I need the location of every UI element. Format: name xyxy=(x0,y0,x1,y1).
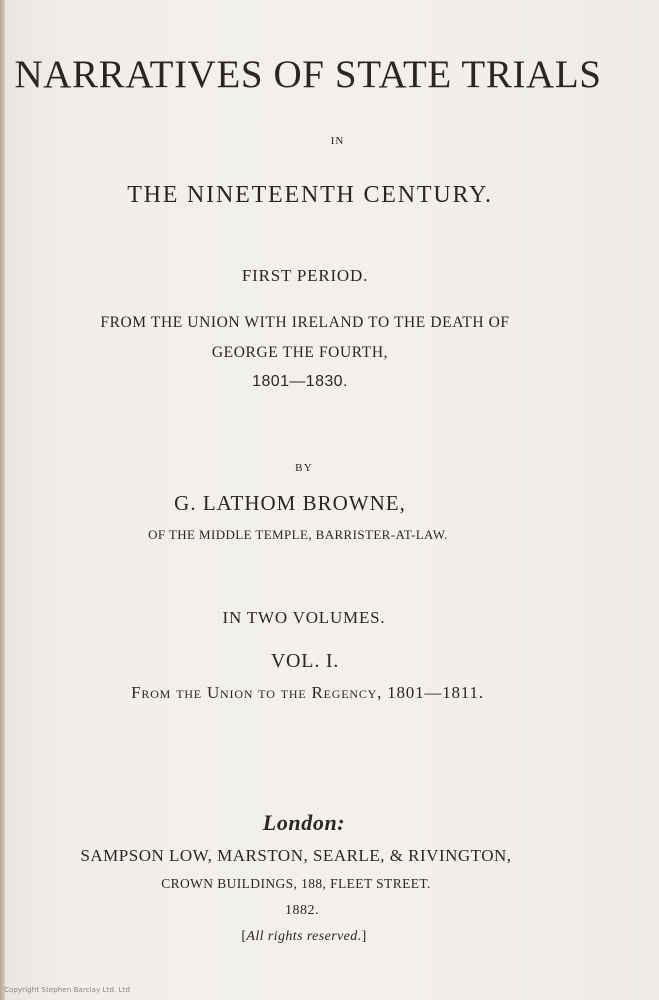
rights-close-bracket: ] xyxy=(361,929,367,944)
imprint-city: London: xyxy=(262,810,346,835)
book-subtitle: THE NINETEENTH CENTURY. xyxy=(127,182,493,208)
imprint-year: 1882. xyxy=(285,903,319,918)
author-affiliation: OF THE MIDDLE TEMPLE, BARRISTER-AT-LAW. xyxy=(148,527,448,542)
copyright-watermark: Copyright Stephen Barclay Ltd. Ltd xyxy=(4,986,131,994)
scope-line-1: FROM THE UNION WITH IRELAND TO THE DEATH OF xyxy=(100,314,510,331)
period-heading: FIRST PERIOD. xyxy=(241,266,369,285)
volume-number: VOL. I. xyxy=(270,650,340,672)
by-label: BY xyxy=(295,462,313,474)
title-conjunction: IN xyxy=(330,135,345,147)
author-name: G. LATHOM BROWNE, xyxy=(174,491,406,515)
volume-count: IN TWO VOLUMES. xyxy=(222,608,386,627)
years-range: 1801—1830. xyxy=(252,373,348,390)
scope-line-2: GEORGE THE FOURTH, xyxy=(211,344,389,361)
rights-open-bracket: [ xyxy=(241,929,247,944)
rights-notice xyxy=(0,929,608,945)
book-title: NARRATIVES OF STATE TRIALS xyxy=(14,53,602,96)
volume-subtitle: From the Union to the Regency, 1801—1811. xyxy=(131,683,484,702)
rights-text: All rights reserved. xyxy=(246,929,362,944)
imprint-publisher: SAMPSON LOW, MARSTON, SEARLE, & RIVINGTON, xyxy=(80,846,512,865)
imprint-address: CROWN BUILDINGS, 188, FLEET STREET. xyxy=(161,876,431,891)
